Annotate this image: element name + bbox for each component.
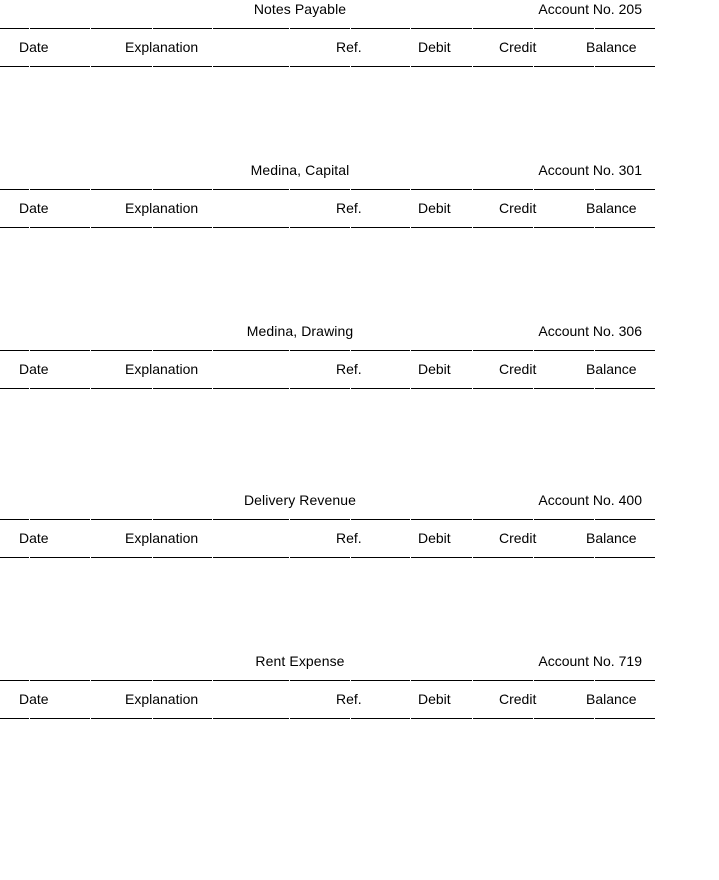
- account-title: Medina, Capital: [250, 162, 350, 178]
- account-prefix: Account No.: [538, 1, 615, 17]
- account-prefix: Account No.: [538, 323, 615, 339]
- column-header-explanation: Explanation: [125, 200, 199, 216]
- ledger-rent-expense: [0, 652, 655, 719]
- column-header-debit: Debit: [418, 200, 451, 216]
- account-number: 719: [618, 653, 642, 669]
- column-header-credit: Credit: [499, 361, 537, 377]
- column-header-ref: Ref.: [336, 361, 362, 377]
- column-header-balance: Balance: [586, 691, 637, 707]
- account-prefix: Account No.: [538, 653, 615, 669]
- column-header-debit: Debit: [418, 39, 451, 55]
- header-top-rule: [0, 28, 655, 29]
- column-header-debit: Debit: [418, 691, 451, 707]
- header-bottom-rule: [0, 388, 655, 389]
- column-header-balance: Balance: [586, 39, 637, 55]
- header-bottom-rule: [0, 557, 655, 558]
- column-header-date: Date: [19, 691, 49, 707]
- column-header-credit: Credit: [499, 200, 537, 216]
- account-title: Medina, Drawing: [246, 323, 354, 339]
- account-number-label: [538, 0, 642, 18]
- account-number: 301: [618, 162, 642, 178]
- ledger-medina-drawing: [0, 322, 655, 389]
- column-header-explanation: Explanation: [125, 39, 199, 55]
- account-number: 400: [618, 492, 642, 508]
- column-header-explanation: Explanation: [125, 530, 199, 546]
- ledger-notes-payable: [0, 0, 655, 67]
- header-top-rule: [0, 519, 655, 520]
- column-header-ref: Ref.: [336, 530, 362, 546]
- account-number-label: [538, 652, 642, 670]
- header-bottom-rule: [0, 227, 655, 228]
- header-top-rule: [0, 350, 655, 351]
- column-header-date: Date: [19, 39, 49, 55]
- account-title: Notes Payable: [253, 1, 347, 17]
- column-header-credit: Credit: [499, 530, 537, 546]
- ledger-medina-capital: [0, 161, 655, 228]
- column-header-balance: Balance: [586, 530, 637, 546]
- account-prefix: Account No.: [538, 492, 615, 508]
- column-header-date: Date: [19, 530, 49, 546]
- account-title: Rent Expense: [255, 653, 345, 669]
- account-number: 306: [618, 323, 642, 339]
- header-bottom-rule: [0, 718, 655, 719]
- header-top-rule: [0, 680, 655, 681]
- account-number-label: [538, 322, 642, 340]
- column-header-date: Date: [19, 200, 49, 216]
- column-header-debit: Debit: [418, 530, 451, 546]
- header-top-rule: [0, 189, 655, 190]
- column-header-date: Date: [19, 361, 49, 377]
- column-header-credit: Credit: [499, 39, 537, 55]
- column-header-ref: Ref.: [336, 39, 362, 55]
- ledger-delivery-revenue: [0, 491, 655, 558]
- column-header-balance: Balance: [586, 361, 637, 377]
- header-bottom-rule: [0, 66, 655, 67]
- column-header-ref: Ref.: [336, 200, 362, 216]
- account-number-label: [538, 491, 642, 509]
- column-header-explanation: Explanation: [125, 691, 199, 707]
- column-header-credit: Credit: [499, 691, 537, 707]
- account-number-label: [538, 161, 642, 179]
- account-title: Delivery Revenue: [243, 492, 357, 508]
- column-header-debit: Debit: [418, 361, 451, 377]
- account-number: 205: [618, 1, 642, 17]
- column-header-ref: Ref.: [336, 691, 362, 707]
- account-prefix: Account No.: [538, 162, 615, 178]
- column-header-balance: Balance: [586, 200, 637, 216]
- column-header-explanation: Explanation: [125, 361, 199, 377]
